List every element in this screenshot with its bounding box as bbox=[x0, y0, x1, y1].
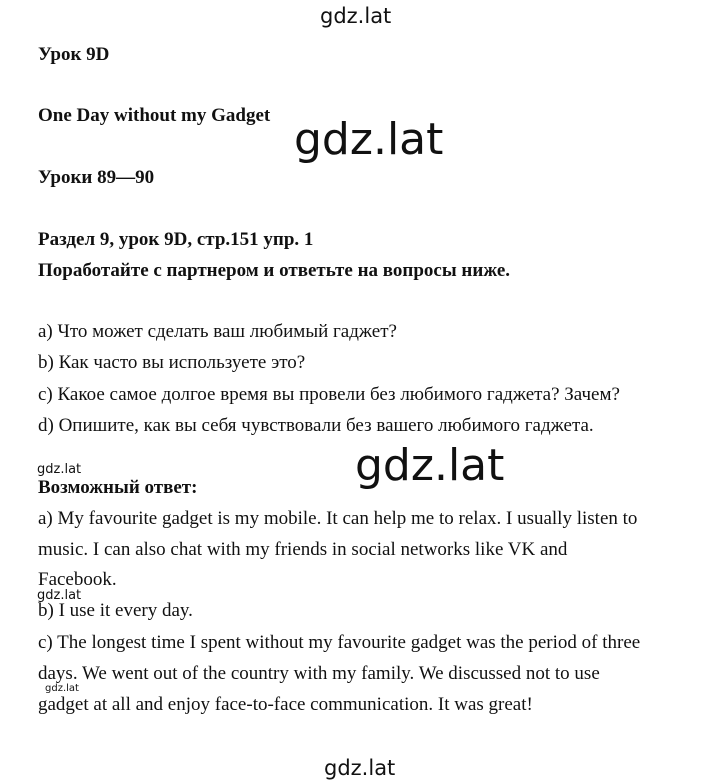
question-b: b) Как часто вы используете это? bbox=[38, 352, 306, 373]
question-c: c) Какое самое долгое время вы провели без любимого гаджета? Зачем? bbox=[38, 384, 620, 405]
answer-line: b) I use it every day. bbox=[38, 600, 193, 621]
answer-line: music. I can also chat with my friends in social networks like VK and bbox=[38, 539, 568, 560]
answer-line: Facebook. bbox=[38, 569, 117, 590]
lesson-label: Урок 9D bbox=[38, 44, 110, 65]
answer-line: gadget at all and enjoy face-to-face communication. It was great! bbox=[38, 694, 533, 715]
watermark-bottom: gdz.lat bbox=[324, 756, 396, 780]
exercise-instruction: Поработайте с партнером и ответьте на вопросы ниже. bbox=[38, 260, 511, 281]
answer-line: days. We went out of the country with my family. We discussed not to use bbox=[38, 663, 600, 684]
answer-line: a) My favourite gadget is my mobile. It can help me to relax. I usually listen to bbox=[38, 508, 638, 529]
page-title: One Day without my Gadget bbox=[38, 105, 271, 126]
answer-heading: Возможный ответ: bbox=[38, 477, 198, 498]
answer-line: c) The longest time I spent without my favourite gadget was the period of three bbox=[38, 632, 641, 653]
exercise-section: Раздел 9, урок 9D, стр.151 упр. 1 bbox=[38, 229, 314, 250]
watermark-large-upper: gdz.lat bbox=[294, 114, 444, 165]
question-d: d) Опишите, как вы себя чувствовали без вашего любимого гаджета. bbox=[38, 415, 594, 436]
watermark-small-2: gdz.lat bbox=[37, 588, 82, 603]
watermark-small-1: gdz.lat bbox=[37, 462, 82, 477]
watermark-top: gdz.lat bbox=[320, 4, 392, 28]
question-a: a) Что может сделать ваш любимый гаджет? bbox=[38, 321, 397, 342]
watermark-large-middle: gdz.lat bbox=[355, 440, 505, 491]
watermark-small-3: gdz.lat bbox=[45, 683, 79, 694]
lessons-range: Уроки 89—90 bbox=[38, 167, 155, 188]
